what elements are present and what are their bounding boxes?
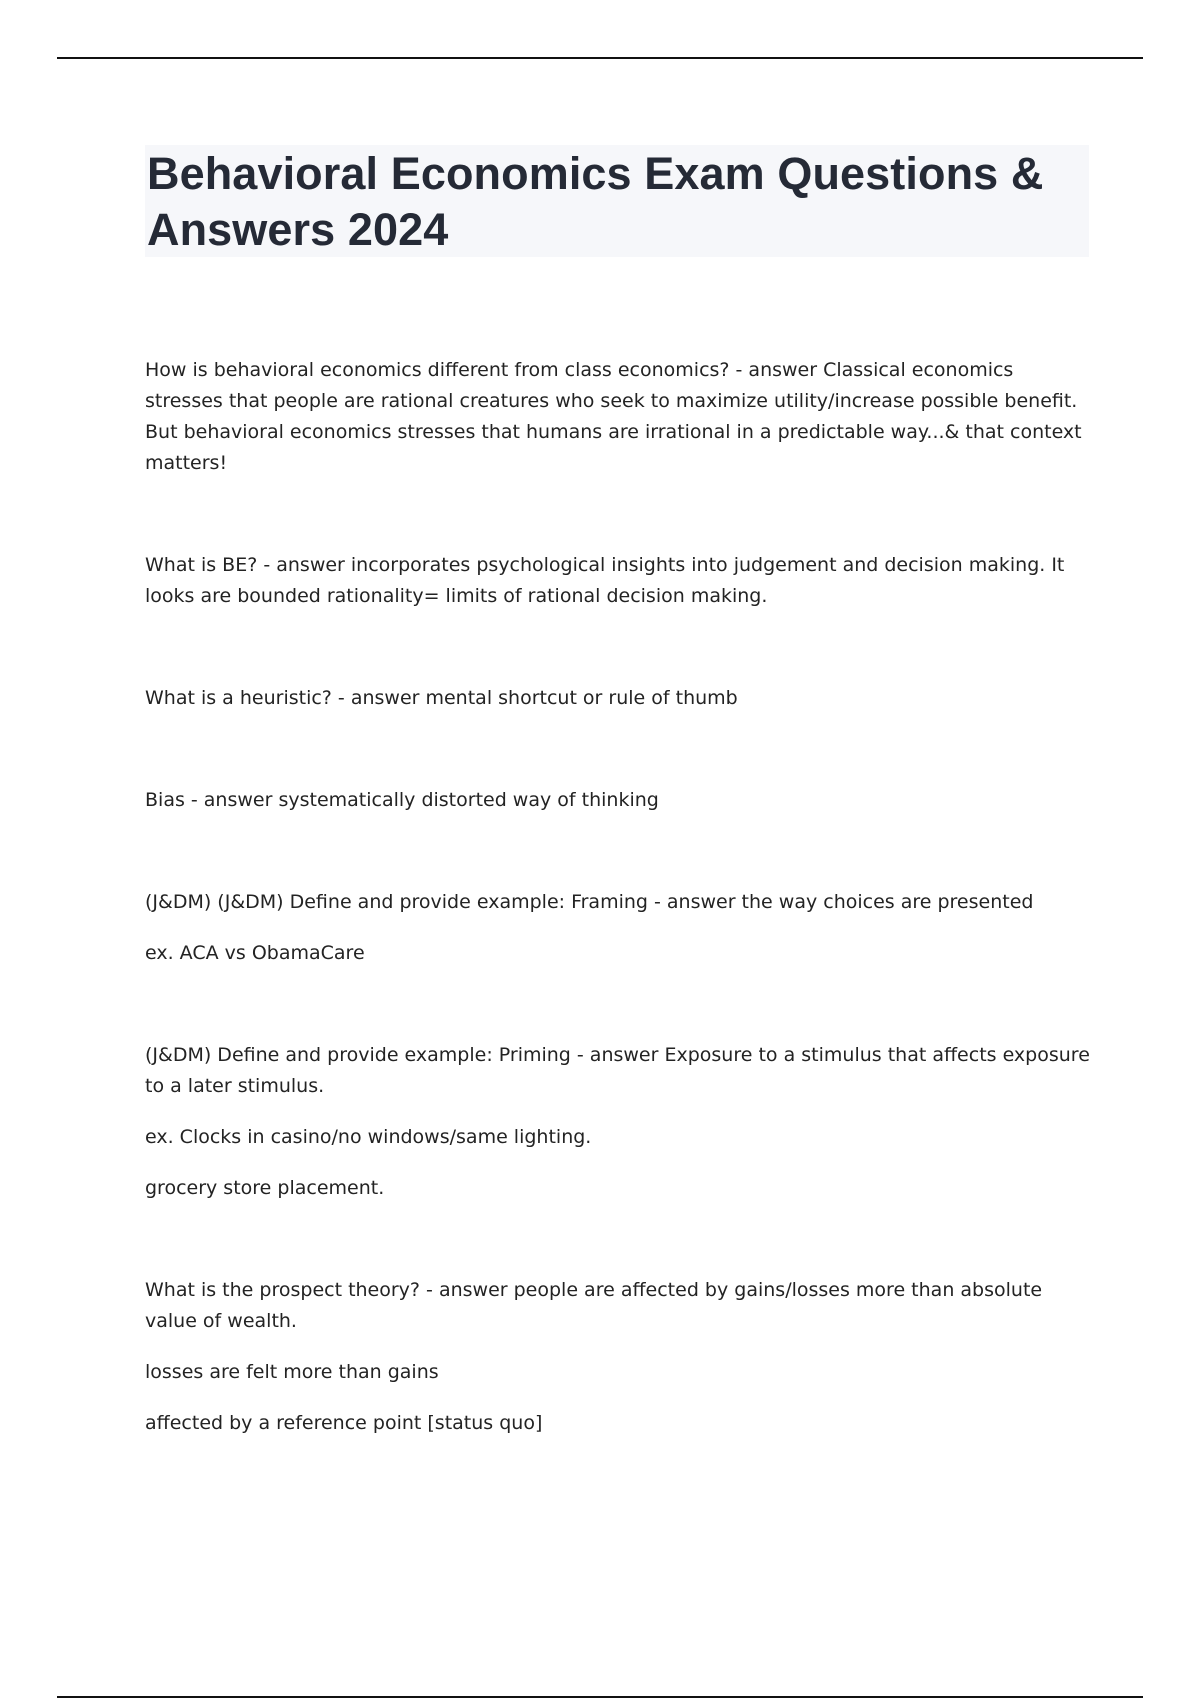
qa-item-3: [145, 683, 1095, 714]
qa-text: How is behavioral economics different from class economics? - answer Classical economics stresses that people are rational creatures who seek to maximize utility/increase possible benefit. But behavioral economics stresses that humans are irrational in a predictable way...& that context matters!: [145, 359, 1082, 474]
qa-text: What is BE? - answer incorporates psychological insights into judgement and decision making. It looks are bounded rationality= limits of rational decision making.: [145, 554, 1065, 607]
qa-text: ex. Clocks in casino/no windows/same lighting.: [145, 1126, 592, 1148]
title-block: [145, 145, 1089, 257]
top-rule: [57, 57, 1143, 59]
qa-item-7: [145, 1275, 1095, 1439]
qa-item-2: [145, 550, 1095, 612]
qa-item-6: [145, 1040, 1095, 1204]
qa-text: affected by a reference point [status quo]: [145, 1412, 543, 1434]
qa-content: [145, 355, 1095, 1510]
qa-text: What is a heuristic? - answer mental shortcut or rule of thumb: [145, 687, 738, 709]
qa-text: grocery store placement.: [145, 1177, 385, 1199]
qa-item-4: [145, 785, 1095, 816]
qa-text: ex. ACA vs ObamaCare: [145, 942, 365, 964]
document-title: Behavioral Economics Exam Questions & Answers 2024: [147, 148, 1044, 255]
qa-text: losses are felt more than gains: [145, 1361, 439, 1383]
qa-item-1: [145, 355, 1095, 479]
qa-text: (J&DM) Define and provide example: Priming - answer Exposure to a stimulus that affects exposure to a later stimulus.: [145, 1044, 1090, 1097]
qa-item-5: [145, 887, 1095, 969]
qa-text: Bias - answer systematically distorted way of thinking: [145, 789, 659, 811]
qa-text: (J&DM) (J&DM) Define and provide example: Framing - answer the way choices are presented: [145, 891, 1034, 913]
bottom-rule: [57, 1696, 1143, 1698]
qa-text: What is the prospect theory? - answer people are affected by gains/losses more than absolute value of wealth.: [145, 1279, 1043, 1332]
